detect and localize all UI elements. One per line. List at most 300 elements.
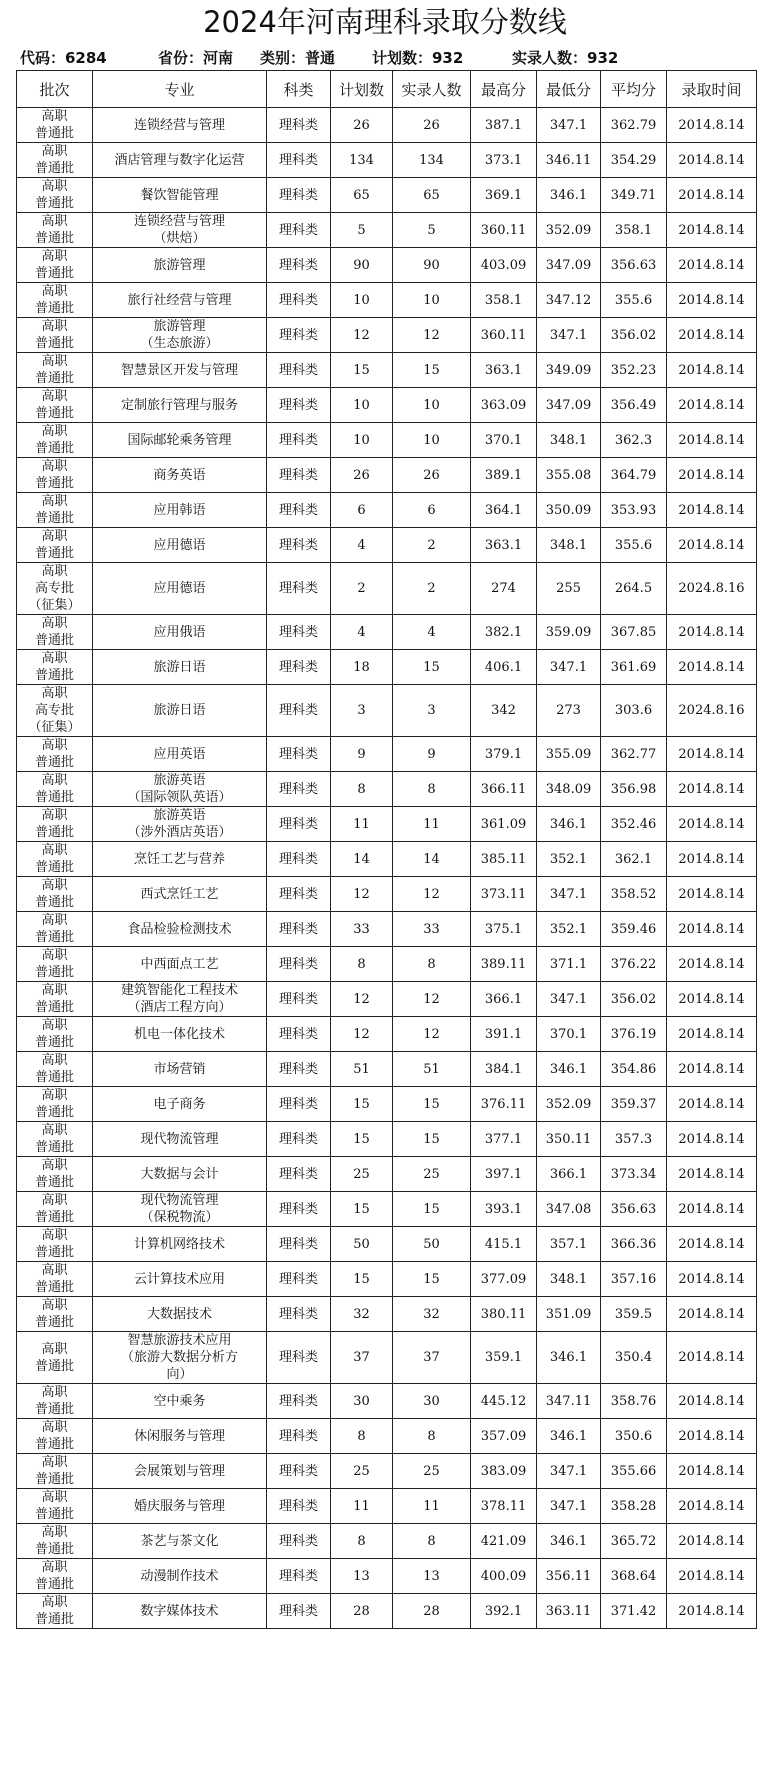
max-score-cell: 389.11 xyxy=(471,947,537,982)
major-cell xyxy=(93,1262,267,1297)
major-line: 食品检验检测技术 xyxy=(127,921,232,937)
max-score-cell: 380.11 xyxy=(471,1297,537,1332)
subject-cell: 理科类 xyxy=(267,1122,331,1157)
subject-cell: 理科类 xyxy=(267,912,331,947)
min-score-cell: 349.09 xyxy=(537,353,601,388)
admission-date-cell: 2024.8.16 xyxy=(667,685,757,737)
admission-date-cell: 2014.8.14 xyxy=(667,1227,757,1262)
subject-cell: 理科类 xyxy=(267,213,331,248)
batch-line: 高职 xyxy=(41,1455,68,1470)
admission-date-cell: 2014.8.14 xyxy=(667,108,757,143)
major-cell xyxy=(93,912,267,947)
table-body xyxy=(17,108,757,1629)
batch-line: 高职 xyxy=(41,1595,68,1610)
actual-cell: 15 xyxy=(393,1262,471,1297)
min-score-cell: 352.1 xyxy=(537,842,601,877)
batch-line: 普通批 xyxy=(34,825,74,840)
min-score-cell: 347.08 xyxy=(537,1192,601,1227)
table-row xyxy=(17,1157,757,1192)
major-cell xyxy=(93,388,267,423)
major-cell xyxy=(93,615,267,650)
min-score-cell: 355.08 xyxy=(537,458,601,493)
table-row xyxy=(17,1489,757,1524)
major-line: （涉外酒店英语） xyxy=(127,825,232,840)
max-score-cell: 391.1 xyxy=(471,1017,537,1052)
batch-line: 普通批 xyxy=(34,1507,74,1522)
table-row xyxy=(17,108,757,143)
max-score-cell: 358.1 xyxy=(471,283,537,318)
batch-line: 高职 xyxy=(41,389,68,404)
batch-line: 高职 xyxy=(41,1088,68,1103)
batch-cell xyxy=(17,1297,93,1332)
min-score-cell: 346.1 xyxy=(537,1524,601,1559)
major-line: 中西面点工艺 xyxy=(140,956,219,972)
table-row xyxy=(17,563,757,615)
major-cell xyxy=(93,1297,267,1332)
batch-line: （征集） xyxy=(28,720,81,735)
min-score-cell: 357.1 xyxy=(537,1227,601,1262)
actual-cell: 10 xyxy=(393,423,471,458)
subject-cell: 理科类 xyxy=(267,842,331,877)
actual-cell: 15 xyxy=(393,1087,471,1122)
subject-cell: 理科类 xyxy=(267,1489,331,1524)
major-cell xyxy=(93,318,267,353)
actual-cell: 5 xyxy=(393,213,471,248)
avg-score-cell: 359.5 xyxy=(601,1297,667,1332)
major-line: 云计算技术应用 xyxy=(133,1271,225,1287)
max-score-cell: 364.1 xyxy=(471,493,537,528)
batch-line: 普通批 xyxy=(34,231,74,246)
batch-cell xyxy=(17,650,93,685)
min-score-cell: 346.1 xyxy=(537,178,601,213)
admission-date-cell: 2014.8.14 xyxy=(667,912,757,947)
subject-cell: 理科类 xyxy=(267,1297,331,1332)
plan-cell: 10 xyxy=(331,423,393,458)
batch-cell xyxy=(17,1227,93,1262)
major-cell xyxy=(93,528,267,563)
major-cell xyxy=(93,1332,267,1384)
avg-score-cell: 358.52 xyxy=(601,877,667,912)
subject-cell: 理科类 xyxy=(267,353,331,388)
admission-date-cell: 2014.8.14 xyxy=(667,248,757,283)
major-cell xyxy=(93,1087,267,1122)
max-score-cell: 375.1 xyxy=(471,912,537,947)
avg-score-cell: 365.72 xyxy=(601,1524,667,1559)
min-score-cell: 347.1 xyxy=(537,1454,601,1489)
major-cell xyxy=(93,650,267,685)
major-line: 旅游日语 xyxy=(153,659,206,675)
min-score-cell: 347.1 xyxy=(537,108,601,143)
table-row xyxy=(17,1524,757,1559)
actual-cell: 15 xyxy=(393,1192,471,1227)
admission-date-cell: 2014.8.14 xyxy=(667,1332,757,1384)
avg-score-cell: 303.6 xyxy=(601,685,667,737)
batch-cell xyxy=(17,1262,93,1297)
major-line: 旅游英语 xyxy=(153,808,206,823)
actual-cell: 15 xyxy=(393,650,471,685)
batch-line: 普通批 xyxy=(34,1035,74,1050)
batch-line: 普通批 xyxy=(34,1472,74,1487)
plan-cell: 2 xyxy=(331,563,393,615)
major-line: 烹饪工艺与营养 xyxy=(133,851,225,867)
batch-cell xyxy=(17,1524,93,1559)
subject-cell: 理科类 xyxy=(267,1419,331,1454)
batch-line: 高职 xyxy=(41,808,68,823)
subject-cell: 理科类 xyxy=(267,1017,331,1052)
actual-cell: 2 xyxy=(393,528,471,563)
avg-score-cell: 371.42 xyxy=(601,1594,667,1629)
major-cell xyxy=(93,213,267,248)
subject-cell: 理科类 xyxy=(267,248,331,283)
actual-cell: 51 xyxy=(393,1052,471,1087)
info-bar xyxy=(20,46,760,70)
table-row xyxy=(17,1419,757,1454)
admission-date-cell: 2014.8.14 xyxy=(667,1262,757,1297)
table-row xyxy=(17,528,757,563)
avg-score-cell: 350.4 xyxy=(601,1332,667,1384)
table-row xyxy=(17,877,757,912)
batch-line: 高职 xyxy=(41,529,68,544)
plan-cell: 6 xyxy=(331,493,393,528)
plan-cell: 11 xyxy=(331,807,393,842)
plan-cell: 15 xyxy=(331,1262,393,1297)
page-title: 2024年河南理科录取分数线 xyxy=(203,5,567,39)
avg-score-cell: 362.1 xyxy=(601,842,667,877)
min-score-cell: 346.1 xyxy=(537,807,601,842)
major-cell xyxy=(93,1454,267,1489)
subject-cell: 理科类 xyxy=(267,528,331,563)
admission-date-cell: 2014.8.14 xyxy=(667,1489,757,1524)
admission-date-cell: 2014.8.14 xyxy=(667,772,757,807)
table-row xyxy=(17,1559,757,1594)
table-row xyxy=(17,143,757,178)
plan-cell: 90 xyxy=(331,248,393,283)
actual-cell: 11 xyxy=(393,807,471,842)
actual-cell: 90 xyxy=(393,248,471,283)
table-row xyxy=(17,1087,757,1122)
batch-line: 高职 xyxy=(41,144,68,159)
major-line: 酒店管理与数字化运营 xyxy=(114,152,245,168)
plan-cell: 10 xyxy=(331,388,393,423)
plan-cell: 14 xyxy=(331,842,393,877)
major-line: 应用德语 xyxy=(153,537,206,553)
max-score-cell: 445.12 xyxy=(471,1384,537,1419)
table-row xyxy=(17,318,757,353)
batch-cell xyxy=(17,1122,93,1157)
batch-cell xyxy=(17,947,93,982)
subject-cell: 理科类 xyxy=(267,563,331,615)
batch-line: 高职 xyxy=(41,913,68,928)
min-score-cell: 347.12 xyxy=(537,283,601,318)
plan-cell: 10 xyxy=(331,283,393,318)
major-line: 智慧旅游技术应用 xyxy=(127,1333,232,1348)
max-score-cell: 274 xyxy=(471,563,537,615)
header-actual: 实录人数 xyxy=(393,71,471,108)
avg-score-cell: 358.28 xyxy=(601,1489,667,1524)
header-batch: 批次 xyxy=(17,71,93,108)
table-row xyxy=(17,1262,757,1297)
max-score-cell: 369.1 xyxy=(471,178,537,213)
actual-cell: 2 xyxy=(393,563,471,615)
major-cell xyxy=(93,947,267,982)
max-score-cell: 385.11 xyxy=(471,842,537,877)
batch-line: 普通批 xyxy=(34,266,74,281)
batch-cell xyxy=(17,143,93,178)
batch-line: 高职 xyxy=(41,616,68,631)
actual-cell: 13 xyxy=(393,1559,471,1594)
info-plan-total: 计划数：932 xyxy=(372,49,464,67)
batch-line: 高职 xyxy=(41,1228,68,1243)
min-score-cell: 348.09 xyxy=(537,772,601,807)
header-subject: 科类 xyxy=(267,71,331,108)
plan-cell: 18 xyxy=(331,650,393,685)
avg-score-cell: 356.98 xyxy=(601,772,667,807)
major-cell xyxy=(93,1227,267,1262)
avg-score-cell: 362.79 xyxy=(601,108,667,143)
actual-cell: 4 xyxy=(393,615,471,650)
major-line: 休闲服务与管理 xyxy=(133,1428,225,1444)
batch-line: 普通批 xyxy=(34,476,74,491)
max-score-cell: 373.11 xyxy=(471,877,537,912)
batch-line: 普通批 xyxy=(34,1210,74,1225)
header-admission-date: 录取时间 xyxy=(667,71,757,108)
batch-line: 高职 xyxy=(41,249,68,264)
major-line: 应用英语 xyxy=(153,746,206,762)
major-line: 电子商务 xyxy=(153,1096,206,1112)
max-score-cell: 403.09 xyxy=(471,248,537,283)
major-line: 连锁经营与管理 xyxy=(133,214,225,229)
batch-cell xyxy=(17,493,93,528)
avg-score-cell: 359.37 xyxy=(601,1087,667,1122)
avg-score-cell: 349.71 xyxy=(601,178,667,213)
min-score-cell: 347.1 xyxy=(537,1489,601,1524)
admission-date-cell: 2014.8.14 xyxy=(667,650,757,685)
batch-line: 普通批 xyxy=(34,1175,74,1190)
batch-cell xyxy=(17,982,93,1017)
admission-date-cell: 2014.8.14 xyxy=(667,388,757,423)
avg-score-cell: 353.93 xyxy=(601,493,667,528)
major-line: 西式烹饪工艺 xyxy=(140,886,219,902)
plan-cell: 25 xyxy=(331,1157,393,1192)
batch-line: 普通批 xyxy=(34,371,74,386)
min-score-cell: 347.1 xyxy=(537,318,601,353)
min-score-cell: 346.1 xyxy=(537,1419,601,1454)
avg-score-cell: 355.6 xyxy=(601,528,667,563)
min-score-cell: 352.1 xyxy=(537,912,601,947)
table-row xyxy=(17,1332,757,1384)
admission-date-cell: 2014.8.14 xyxy=(667,1594,757,1629)
major-line: 旅游日语 xyxy=(153,703,206,718)
actual-cell: 134 xyxy=(393,143,471,178)
batch-cell xyxy=(17,248,93,283)
subject-cell: 理科类 xyxy=(267,650,331,685)
actual-cell: 65 xyxy=(393,178,471,213)
actual-cell: 25 xyxy=(393,1157,471,1192)
max-score-cell: 400.09 xyxy=(471,1559,537,1594)
batch-line: 高职 xyxy=(41,424,68,439)
batch-cell xyxy=(17,1157,93,1192)
avg-score-cell: 373.34 xyxy=(601,1157,667,1192)
info-category: 类别：普通 xyxy=(260,49,336,67)
admission-date-cell: 2014.8.14 xyxy=(667,1384,757,1419)
table-row xyxy=(17,1594,757,1629)
major-cell xyxy=(93,1192,267,1227)
batch-line: 普通批 xyxy=(34,1245,74,1260)
min-score-cell: 347.11 xyxy=(537,1384,601,1419)
batch-line: 高职 xyxy=(41,284,68,299)
table-row xyxy=(17,685,757,737)
batch-line: 高职 xyxy=(41,354,68,369)
batch-line: 高职 xyxy=(41,319,68,334)
plan-cell: 25 xyxy=(331,1454,393,1489)
avg-score-cell: 356.02 xyxy=(601,982,667,1017)
major-line: 会展策划与管理 xyxy=(133,1463,225,1479)
min-score-cell: 350.09 xyxy=(537,493,601,528)
table-row xyxy=(17,1052,757,1087)
plan-cell: 26 xyxy=(331,108,393,143)
batch-line: 高职 xyxy=(41,843,68,858)
major-line: 餐饮智能管理 xyxy=(140,187,219,203)
batch-line: 普通批 xyxy=(34,1358,74,1374)
max-score-cell: 357.09 xyxy=(471,1419,537,1454)
plan-cell: 13 xyxy=(331,1559,393,1594)
header-max-score: 最高分 xyxy=(471,71,537,108)
avg-score-cell: 350.6 xyxy=(601,1419,667,1454)
batch-cell xyxy=(17,353,93,388)
batch-cell xyxy=(17,318,93,353)
actual-cell: 37 xyxy=(393,1332,471,1384)
major-cell xyxy=(93,458,267,493)
actual-cell: 8 xyxy=(393,947,471,982)
avg-score-cell: 356.02 xyxy=(601,318,667,353)
major-line: 旅游英语 xyxy=(153,773,206,788)
major-cell xyxy=(93,1052,267,1087)
plan-cell: 28 xyxy=(331,1594,393,1629)
major-line: 应用俄语 xyxy=(153,624,206,640)
batch-line: 高职 xyxy=(41,109,68,124)
min-score-cell: 352.09 xyxy=(537,213,601,248)
major-cell xyxy=(93,423,267,458)
major-cell xyxy=(93,248,267,283)
batch-line: 普通批 xyxy=(34,1402,74,1417)
header-min-score: 最低分 xyxy=(537,71,601,108)
actual-cell: 12 xyxy=(393,877,471,912)
batch-line: 高职 xyxy=(41,983,68,998)
batch-cell xyxy=(17,737,93,772)
max-score-cell: 397.1 xyxy=(471,1157,537,1192)
max-score-cell: 363.09 xyxy=(471,388,537,423)
subject-cell: 理科类 xyxy=(267,423,331,458)
avg-score-cell: 376.22 xyxy=(601,947,667,982)
plan-cell: 8 xyxy=(331,772,393,807)
major-cell xyxy=(93,353,267,388)
plan-cell: 12 xyxy=(331,318,393,353)
admission-date-cell: 2014.8.14 xyxy=(667,458,757,493)
table-row xyxy=(17,842,757,877)
admission-date-cell: 2014.8.14 xyxy=(667,1157,757,1192)
batch-cell xyxy=(17,283,93,318)
actual-cell: 10 xyxy=(393,388,471,423)
max-score-cell: 387.1 xyxy=(471,108,537,143)
subject-cell: 理科类 xyxy=(267,982,331,1017)
batch-line: 普通批 xyxy=(34,441,74,456)
avg-score-cell: 357.3 xyxy=(601,1122,667,1157)
subject-cell: 理科类 xyxy=(267,1157,331,1192)
batch-line: 高职 xyxy=(41,459,68,474)
batch-line: 高专批 xyxy=(34,703,74,718)
batch-line: 高职 xyxy=(41,651,68,666)
batch-line: 普通批 xyxy=(34,668,74,683)
subject-cell: 理科类 xyxy=(267,947,331,982)
batch-line: 普通批 xyxy=(34,1542,74,1557)
table-row xyxy=(17,1017,757,1052)
major-line: （国际领队英语） xyxy=(127,790,232,805)
batch-line: 普通批 xyxy=(34,511,74,526)
plan-cell: 15 xyxy=(331,1087,393,1122)
batch-line: 普通批 xyxy=(34,633,74,648)
min-score-cell: 363.11 xyxy=(537,1594,601,1629)
batch-line: 高职 xyxy=(41,738,68,753)
table-row xyxy=(17,248,757,283)
major-cell xyxy=(93,1384,267,1419)
table-row xyxy=(17,283,757,318)
batch-line: 高职 xyxy=(41,1525,68,1540)
min-score-cell: 347.09 xyxy=(537,248,601,283)
table-row xyxy=(17,353,757,388)
subject-cell: 理科类 xyxy=(267,1332,331,1384)
subject-cell: 理科类 xyxy=(267,1594,331,1629)
batch-line: 高职 xyxy=(41,1123,68,1138)
batch-line: 高职 xyxy=(41,564,68,579)
subject-cell: 理科类 xyxy=(267,1559,331,1594)
subject-cell: 理科类 xyxy=(267,318,331,353)
subject-cell: 理科类 xyxy=(267,178,331,213)
info-code: 代码：6284 xyxy=(20,49,107,67)
subject-cell: 理科类 xyxy=(267,458,331,493)
subject-cell: 理科类 xyxy=(267,1227,331,1262)
batch-cell xyxy=(17,563,93,615)
admission-date-cell: 2014.8.14 xyxy=(667,737,757,772)
table-row xyxy=(17,1454,757,1489)
admission-date-cell: 2014.8.14 xyxy=(667,1454,757,1489)
actual-cell: 12 xyxy=(393,318,471,353)
table-row xyxy=(17,493,757,528)
batch-line: 普通批 xyxy=(34,790,74,805)
subject-cell: 理科类 xyxy=(267,283,331,318)
subject-cell: 理科类 xyxy=(267,1384,331,1419)
batch-cell xyxy=(17,772,93,807)
max-score-cell: 384.1 xyxy=(471,1052,537,1087)
batch-cell xyxy=(17,458,93,493)
table-row xyxy=(17,912,757,947)
avg-score-cell: 366.36 xyxy=(601,1227,667,1262)
batch-cell xyxy=(17,1419,93,1454)
admission-date-cell: 2014.8.14 xyxy=(667,842,757,877)
max-score-cell: 363.1 xyxy=(471,353,537,388)
max-score-cell: 383.09 xyxy=(471,1454,537,1489)
subject-cell: 理科类 xyxy=(267,108,331,143)
admission-date-cell: 2014.8.14 xyxy=(667,1087,757,1122)
subject-cell: 理科类 xyxy=(267,685,331,737)
max-score-cell: 389.1 xyxy=(471,458,537,493)
plan-cell: 65 xyxy=(331,178,393,213)
avg-score-cell: 352.23 xyxy=(601,353,667,388)
major-line: 国际邮轮乘务管理 xyxy=(127,432,232,448)
admission-date-cell: 2014.8.14 xyxy=(667,353,757,388)
max-score-cell: 377.1 xyxy=(471,1122,537,1157)
table-row xyxy=(17,1122,757,1157)
admission-date-cell: 2014.8.14 xyxy=(667,1524,757,1559)
